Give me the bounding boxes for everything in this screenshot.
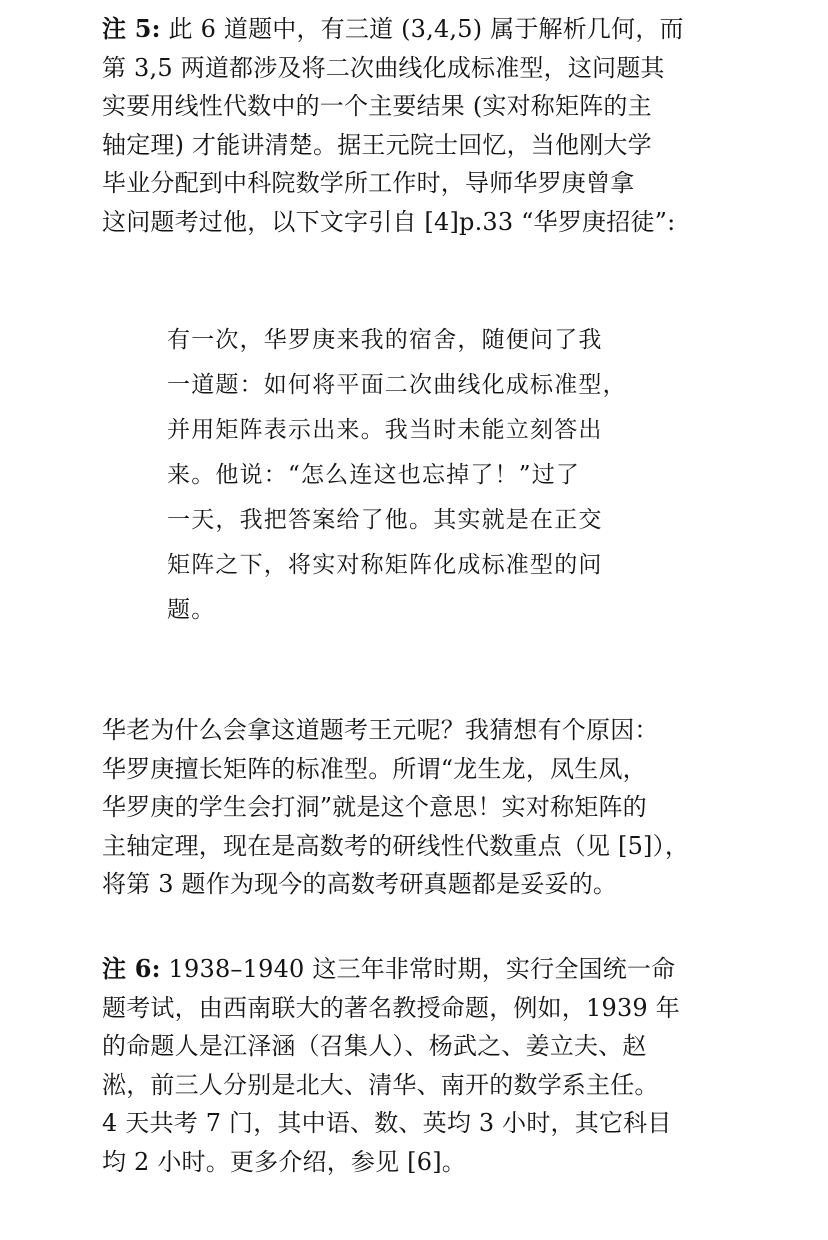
quote-line-1: 有一次，华罗庚来我的宿舍，随便问了我 xyxy=(167,327,603,353)
quote-line-5: 一天，我把答案给了他。其实就是在正交 xyxy=(167,507,603,533)
note-6-label: 注 6: xyxy=(102,954,161,983)
comment-line-2: 华罗庚擅长矩阵的标准型。所谓“龙生龙，凤生凤， xyxy=(102,754,647,783)
note-5-label: 注 5: xyxy=(102,14,161,43)
note-6-line-2: 题考试，由西南联大的著名教授命题，例如，1939 年 xyxy=(102,993,680,1022)
note-5-line-3: 实要用线性代数中的一个主要结果 (实对称矩阵的主 xyxy=(102,92,652,120)
quote-line-2: 一道题：如何将平面二次曲线化成标准型， xyxy=(167,372,627,398)
note-5-line-6: 这问题考过他，以下文字引自 [4]p.33 “华罗庚招徒”: xyxy=(102,207,676,236)
quote-line-6: 矩阵之下，将实对称矩阵化成标准型的问 xyxy=(167,552,603,578)
quote-line-7: 题。 xyxy=(167,597,216,623)
note-5-line-5: 毕业分配到中科院数学所工作时，导师华罗庚曾拿 xyxy=(102,169,635,197)
comment-line-3: 华罗庚的学生会打洞”就是这个意思！实对称矩阵的 xyxy=(102,793,647,821)
comment-paragraph xyxy=(102,711,742,904)
block-quote xyxy=(167,318,687,633)
note-5-line-1 xyxy=(102,10,742,49)
note-6-line-6: 均 2 小时。更多介绍，参见 [6]。 xyxy=(102,1147,466,1176)
quote-line-4: 来。他说：“怎么连这也忘掉了！”过了 xyxy=(167,462,581,488)
quote-line-3: 并用矩阵表示出来。我当时未能立刻答出 xyxy=(167,417,603,443)
note-6-line-1-text: 1938–1940 这三年非常时期，实行全国统一命 xyxy=(160,955,676,983)
note-5-line-2: 第 3,5 两道都涉及将二次曲线化成标准型，这问题其 xyxy=(102,53,665,82)
note-5-line-1-text: 此 6 道题中，有三道 (3,4,5) 属于解析几何，而 xyxy=(160,15,684,43)
comment-line-5: 将第 3 题作为现今的高数考研真题都是妥妥的。 xyxy=(102,870,618,898)
note-6-line-1 xyxy=(102,950,742,989)
comment-line-1: 华老为什么会拿这道题考王元呢？我猜想有个原因： xyxy=(102,716,659,744)
comment-line-4: 主轴定理，现在是高数考的研线性代数重点（见 [5]）， xyxy=(102,831,690,860)
note-6-paragraph xyxy=(102,950,742,1181)
note-6-line-4: 淞，前三人分别是北大、清华、南开的数学系主任。 xyxy=(102,1070,659,1099)
note-5-paragraph xyxy=(102,10,742,241)
note-6-line-3: 的命题人是江泽涵（召集人）、杨武之、姜立夫、赵 xyxy=(102,1032,647,1060)
note-5-line-4: 轴定理) 才能讲清楚。据王元院士回忆，当他刚大学 xyxy=(102,130,652,159)
note-6-line-5: 4 天共考 7 门，其中语、数、英均 3 小时，其它科目 xyxy=(102,1109,672,1137)
